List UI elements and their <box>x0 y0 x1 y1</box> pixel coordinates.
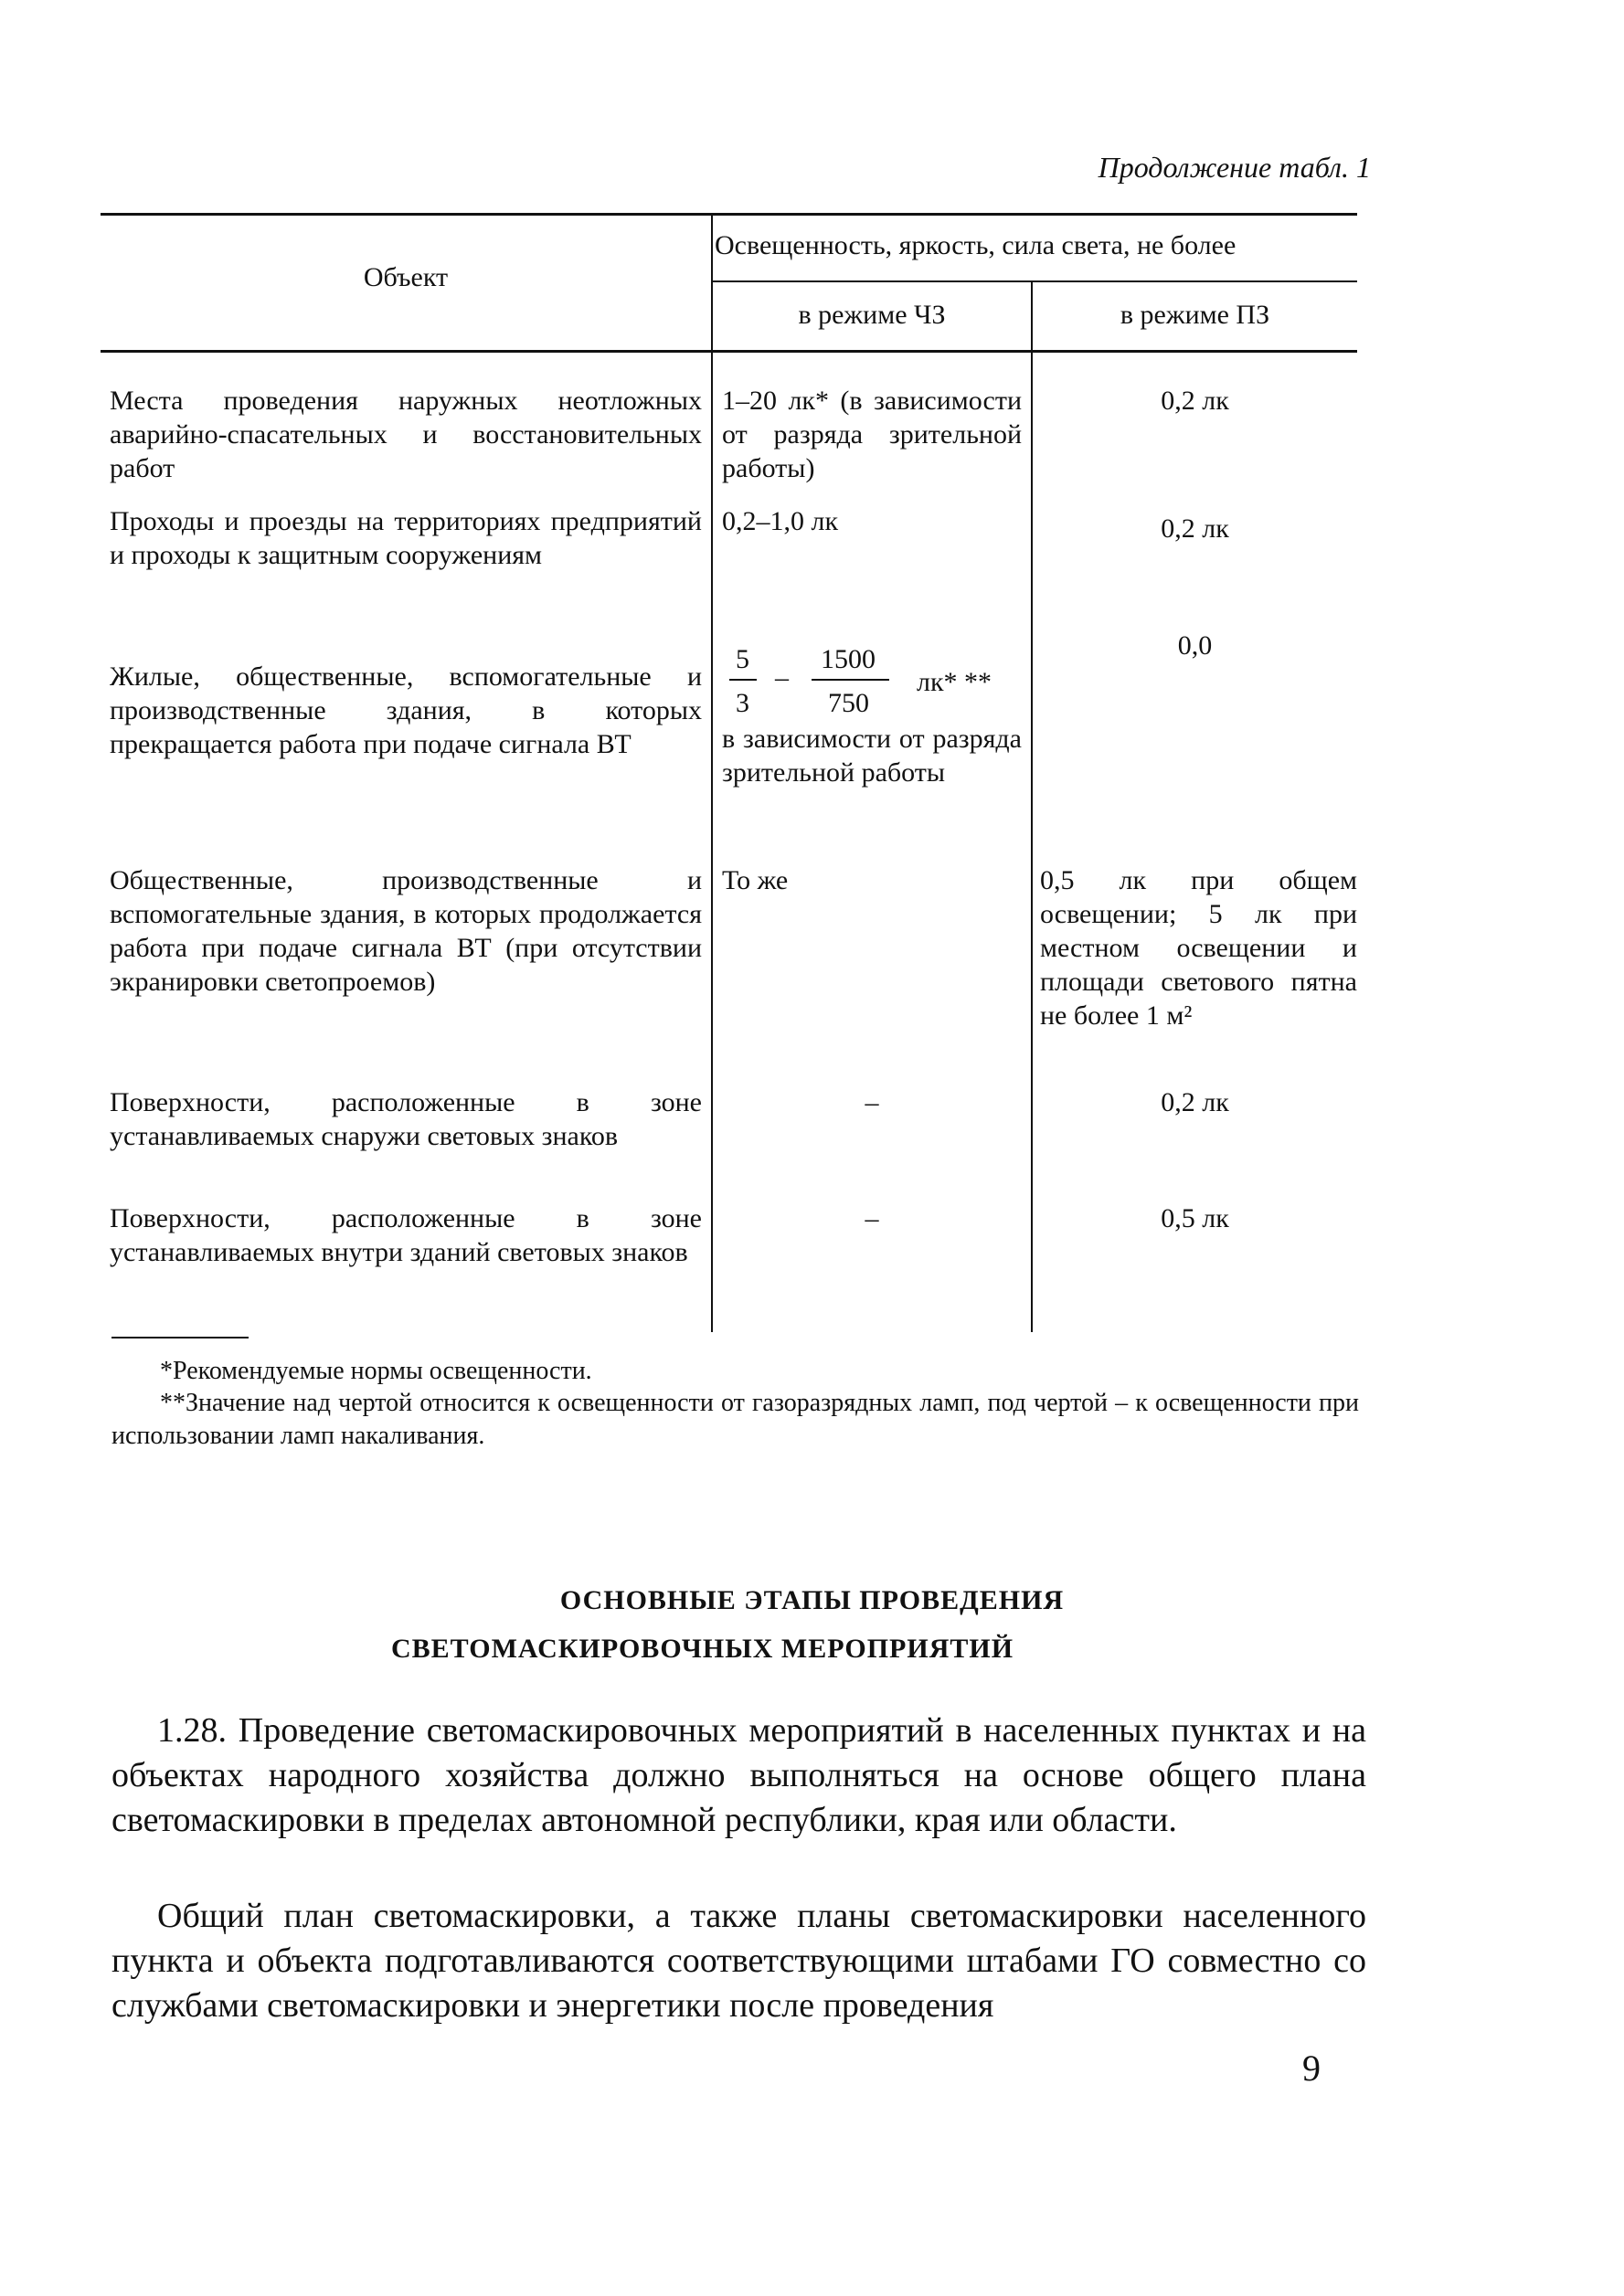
header-object: Объект <box>363 262 449 292</box>
row3-dash: – <box>775 662 789 693</box>
row5-object: Поверхности, расположенные в зоне устанавливаемых снаружи световых знаков <box>110 1087 702 1151</box>
row4-object: Общественные, производственные и вспомогательные здания, в которых продолжается работа при подаче сигнала ВТ (при отсутствии экранировки светопроемов) <box>110 865 702 997</box>
header-bottom-rule <box>101 350 1357 353</box>
paragraph-2: Общий план светомаскировки, а также планы светомаскировки населенного пункта и объекта подготавливаются соответствующими штабами ГО совместно со службами светомаскировки и энергетики после проведения <box>111 1897 1366 2025</box>
row3-frac1-numerator: 5 <box>736 644 749 674</box>
subheader-rule <box>711 280 1357 282</box>
row2-pz: 0,2 лк <box>1161 513 1229 544</box>
section-heading-line2: СВЕТОМАСКИРОВОЧНЫХ МЕРОПРИЯТИЙ <box>390 1634 1014 1664</box>
row3-frac2-line <box>812 679 889 681</box>
footnote-2: **Значение над чертой относится к освещенности от газоразрядных ламп, под чертой – к освещенности при использовании ламп накаливания. <box>111 1389 1359 1450</box>
footnote-1: *Рекомендуемые нормы освещенности. <box>160 1357 592 1385</box>
row6-object: Поверхности, расположенные в зоне устанавливаемых внутри зданий световых знаков <box>110 1203 702 1267</box>
row1-chz: 1–20 лк* (в зависимости от разряда зрительной работы) <box>722 386 1022 483</box>
paragraph-1-28: 1.28. Проведение светомаскировочных мероприятий в населенных пунктах и на объектах народного хозяйства должно выполняться на основе общего плана светомаскировки в пределах автономной республики, края или области. <box>111 1711 1366 1839</box>
header-pz: в режиме ПЗ <box>1120 300 1270 330</box>
row5-chz: – <box>865 1087 879 1117</box>
section-heading-line1: ОСНОВНЫЕ ЭТАПЫ ПРОВЕДЕНИЯ <box>559 1585 1065 1615</box>
header-illumination-group: Освещенность, яркость, сила света, не более <box>715 230 1237 260</box>
row3-frac1-line <box>729 679 757 681</box>
row2-chz: 0,2–1,0 лк <box>722 506 839 536</box>
row3-frac2-denominator: 750 <box>828 688 869 718</box>
page-number: 9 <box>1302 2047 1321 2089</box>
row3-pz: 0,0 <box>1177 630 1213 661</box>
row1-object: Места проведения наружных неотложных аварийно-спасательных и восстановительных работ <box>110 386 702 483</box>
column-divider-2 <box>1031 282 1033 1332</box>
row6-chz: – <box>865 1203 879 1233</box>
row3-frac1-denominator: 3 <box>736 688 749 718</box>
row3-frac2-numerator: 1500 <box>821 644 876 674</box>
row3-unit: лк* ** <box>917 667 992 697</box>
row5-pz: 0,2 лк <box>1161 1087 1229 1117</box>
header-chz: в режиме ЧЗ <box>798 300 946 330</box>
row3-chz-note: в зависимости от разряда зрительной работы <box>722 724 1022 788</box>
row4-pz: 0,5 лк при общем освещении; 5 лк при местном освещении и площади светового пятна не более 1 м² <box>1040 865 1357 1031</box>
row4-chz: То же <box>722 865 789 895</box>
table-top-rule <box>101 213 1357 216</box>
footnote-rule <box>111 1337 249 1338</box>
row3-object: Жилые, общественные, вспомогательные и производственные здания, в которых прекращается работа при подаче сигнала ВТ <box>110 661 702 759</box>
row1-pz: 0,2 лк <box>1161 386 1229 416</box>
row6-pz: 0,5 лк <box>1161 1203 1229 1233</box>
row2-object: Проходы и проезды на территориях предприятий и проходы к защитным сооружениям <box>110 506 702 570</box>
column-divider-1 <box>711 213 713 1332</box>
table-continuation-label: Продолжение табл. 1 <box>1098 151 1371 184</box>
